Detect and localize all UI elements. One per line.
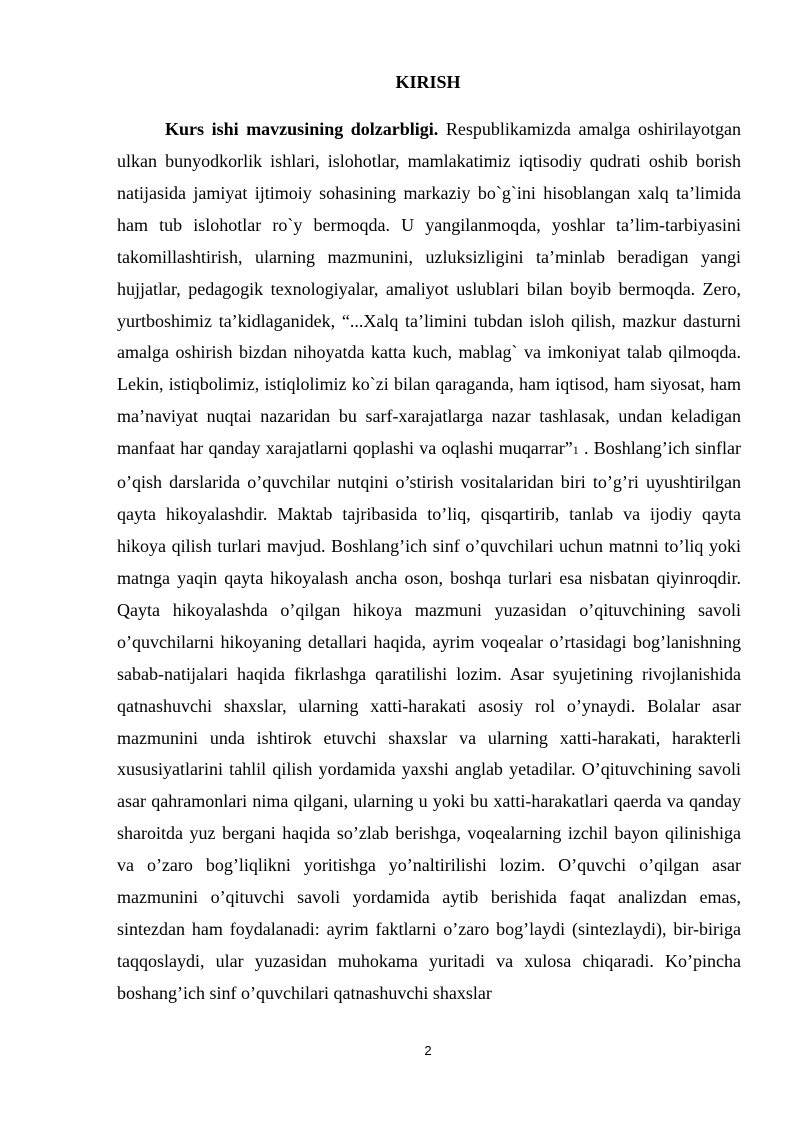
body-paragraph — [117, 114, 741, 1010]
section-title: KIRISH — [395, 72, 461, 92]
paragraph-text-part2: . Boshlang’ich sinflar o’qish darslarida o’quvchilar nutqini o’stirish vositalaridan biri to’g’ri uyushtirilgan qayta hikoyalashdir. Maktab tajribasida to’liq, qisqartirib, tanlab va ijodiy qayta hikoya qilish turlari mavjud. Boshlang’ich sinf o’quvchilari uchun matnni to’liq yoki matnga yaqin qayta hikoyalash ancha oson, boshqa turlari esa nisbatan qiyinroqdir. Qayta hikoyalashda o’qilgan hikoya mazmuni yuzasidan o’qituvchining savoli o’quvchilarni hikoyaning detallari haqida, ayrim voqealar o’rtasidagi bog’lanishning sabab-natijalari haqida fikrlashga qaratilishi lozim. Asar syujetining rivojlanishida qatnashuvchi shaxslar, ularning xatti-harakati asosiy rol o’ynaydi. Bolalar asar mazmunini unda ishtirok etuvchi shaxslar va ularning xatti-harakati, harakterli xususiyatlarini tahlil qilish yordamida yaxshi anglab yetadilar. O’qituvchining savoli asar qahramonlari nima qilgani, ularning u yoki bu xatti-harakatlari qaerda va qanday sharoitda yuz bergani haqida so’zlab berishga, voqealarning izchil bayon qilinishiga va o’zaro bog’liqlikni yoritishga yo’naltirilishi lozim. O’quvchi o’qilgan asar mazmunini o’qituvchi savoli yordamida aytib berishida faqat analizdan emas, sintezdan ham foydalanadi: ayrim faktlarni o’zaro bog’laydi (sintezlaydi), bir-biriga taqqoslaydi, ular yuzasidan muhokama yuritadi va xulosa chiqaradi. Ko’pincha boshang’ich sinf o’quvchilari qatnashuvchi shaxslar — [117, 438, 741, 1003]
page-number: 2 — [424, 1043, 432, 1058]
footnote-reference[interactable]: 1 — [572, 443, 579, 458]
paragraph-text-part1: Respublikamizda amalga oshirilayotgan ulkan bunyodkorlik ishlari, islohotlar, mamlakatimiz iqtisodiy qudrati oshib borish natijasida jamiyat ijtimoiy sohasining markaziy bo`g`ini hisoblangan xalq ta’limida ham tub islohotlar ro`y bermoqda. U yangilanmoqda, yoshlar ta’lim-tarbiyasini takomillashtirish, ularning mazmunini, uzluksizligini ta’minlab beradigan yangi hujjatlar, pedagogik texnologiyalar, amaliyot uslublari bilan boyib bermoqda. Zero, yurtboshimiz ta’kidlaganidek, “...Xalq ta’limini tubdan isloh qilish, mazkur dasturni amalga oshirish bizdan nihoyatda katta kuch, mablag` va imkoniyat talab qilmoqda. Lekin, istiqbolimiz, istiqlolimiz ko`zi bilan qaraganda, ham iqtisod, ham siyosat, ham ma’naviyat nuqtai nazaridan bu sarf-xarajatlarga nazar tashlasak, undan keladigan manfaat har qanday xarajatlarni qoplashi va oqlashi muqarrar” — [117, 119, 741, 459]
lead-heading: Kurs ishi mavzusining dolzarbligi. — [165, 119, 439, 139]
